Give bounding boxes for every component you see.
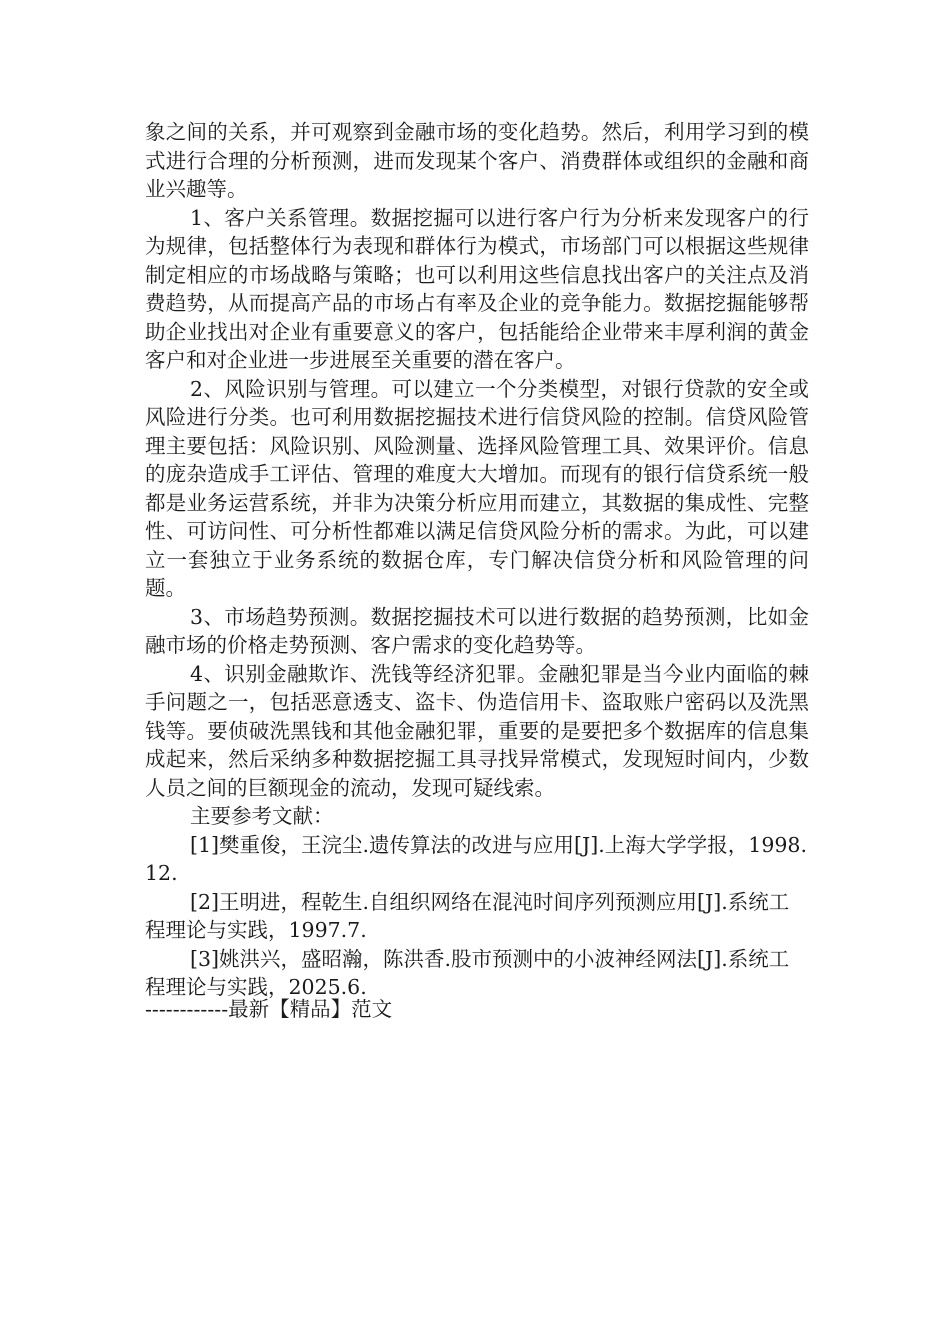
footer-text: ------------最新【精品】范文 <box>145 997 393 1021</box>
document-body <box>145 118 809 1002</box>
references-heading: 主要参考文献： <box>190 804 334 828</box>
intro-paragraph: 象之间的关系，并可观察到金融市场的变化趋势。然后，利用学习到的模式进行合理的分析预测，进而发现某个客户、消费群体或组织的金融和商业兴趣等。 <box>145 120 809 201</box>
reference-item: [2]王明进，程乾生.自组织网络在混沌时间序列预测应用[J].系统工程理论与实践，1997.7. <box>145 889 790 942</box>
paragraph-customer-relationship: 1、客户关系管理。数据挖掘可以进行客户行为分析来发现客户的行为规律，包括整体行为表现和群体行为模式，市场部门可以根据这些规律制定相应的市场战略与策略；也可以利用这些信息找出客户的关注点及消费趋势，从而提高产品的市场占有率及企业的竞争能力。数据挖掘能够帮助企业找出对企业有重要意义的客户，包括能给企业带来丰厚利润的黄金客户和对企业进一步进展至关重要的潜在客户。 <box>145 205 809 372</box>
paragraph-fraud-detection: 4、识别金融欺诈、洗钱等经济犯罪。金融犯罪是当今业内面临的棘手问题之一，包括恶意透支、盗卡、伪造信用卡、盗取账户密码以及洗黑钱等。要侦破洗黑钱和其他金融犯罪，重要的是要把多个数据库的信息集成起来，然后采纳多种数据挖掘工具寻找异常模式，发现短时间内，少数人员之间的巨额现金的流动，发现可疑线索。 <box>145 661 809 800</box>
paragraph-market-trend: 3、市场趋势预测。数据挖掘技术可以进行数据的趋势预测，比如金融市场的价格走势预测、客户需求的变化趋势等。 <box>145 604 809 657</box>
paragraph-risk-management: 2、风险识别与管理。可以建立一个分类模型，对银行贷款的安全或风险进行分类。也可利用数据挖掘技术进行信贷风险的控制。信贷风险管理主要包括：风险识别、风险测量、选择风险管理工具、效果评价。信息的庞杂造成手工评估、管理的难度大大增加。而现有的银行信贷系统一般都是业务运营系统，并非为决策分析应用而建立，其数据的集成性、完整性、可访问性、可分析性都难以满足信贷风险分析的需求。为此，可以建立一套独立于业务系统的数据仓库，专门解决信贷分析和风险管理的问题。 <box>145 376 809 600</box>
reference-item: [3]姚洪兴，盛昭瀚，陈洪香.股市预测中的小波神经网法[J].系统工程理论与实践，2025.6. <box>145 946 790 999</box>
reference-item: [1]樊重俊，王浣尘.遗传算法的改进与应用[J].上海大学学报，1998.12. <box>145 832 807 885</box>
